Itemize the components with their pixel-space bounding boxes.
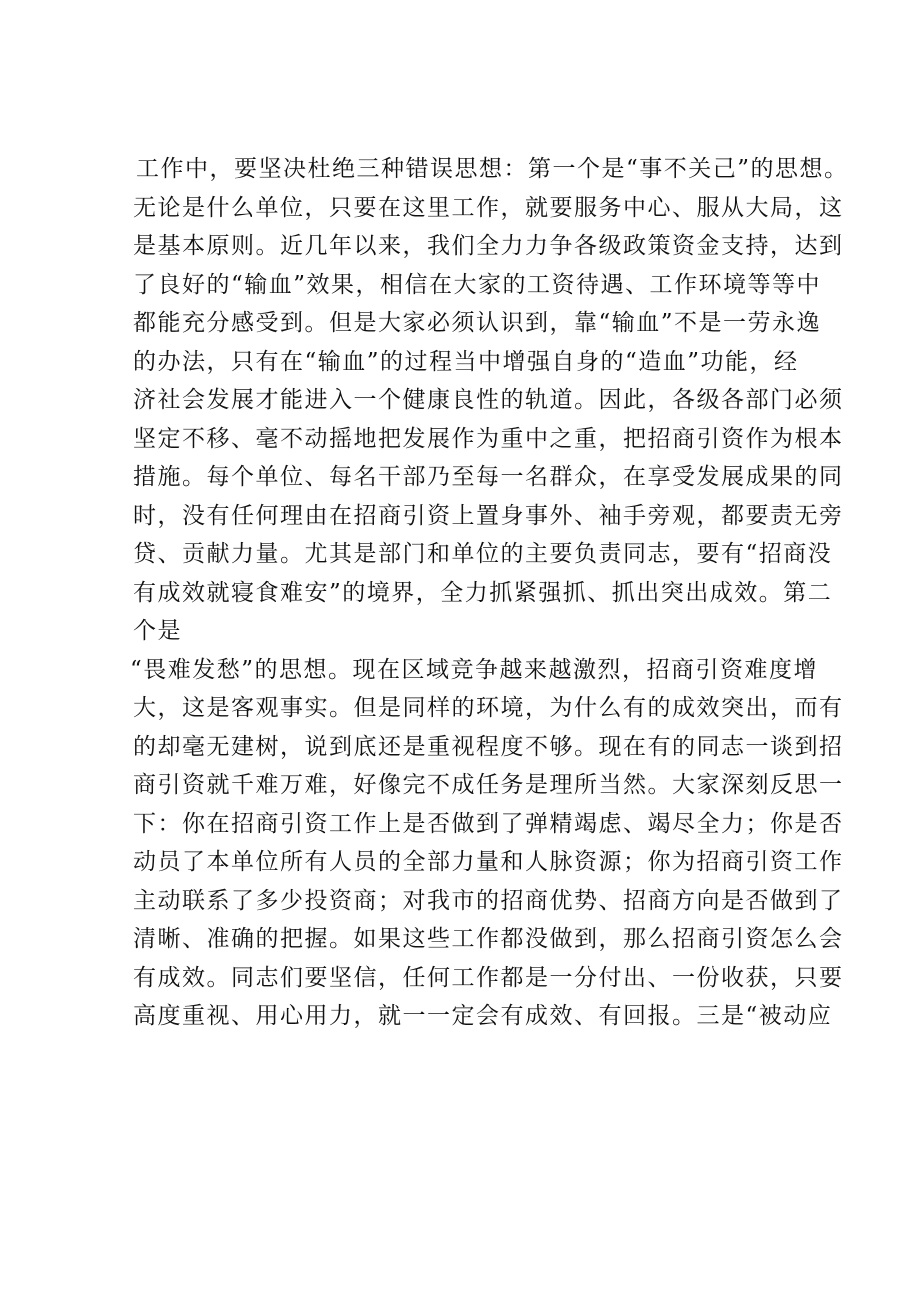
text-line: 主动联系了多少投资商；对我市的招商优势、招商方向是否做到了	[133, 887, 844, 914]
text-line: 是基本原则。近几年以来，我们全力力争各级政策资金支持，达到	[133, 233, 844, 259]
text-line: 贷、贡献力量。尤其是部门和单位的主要负责同志，要有“招商没	[133, 541, 833, 567]
text-line: 清晰、准确的把握。如果这些工作都没做到，那么招商引资怎么会	[133, 926, 844, 952]
text-line: 措施。每个单位、每名干部乃至每一名群众，在享受发展成果的同	[133, 464, 844, 490]
text-line: 高度重视、用心用力，就一一定会有成效、有回报。三是“被动应	[133, 1003, 833, 1029]
text-line: 的却毫无建树，说到底还是重视程度不够。现在有的同志一谈到招	[133, 733, 844, 760]
text-line: 坚定不移、毫不动摇地把发展作为重中之重，把招商引资作为根本	[133, 425, 844, 452]
text-line: 的办法，只有在“输血”的过程当中增强自身的“造血”功能，经	[133, 348, 799, 375]
text-line: 动员了本单位所有人员的全部力量和人脉资源；你为招商引资工作	[133, 849, 844, 875]
text-line: 都能充分感受到。但是大家必须认识到，靠“输血”不是一劳永逸	[133, 310, 822, 336]
text-line: 了良好的“输血”效果，相信在大家的工资待遇、工作环境等等中	[133, 271, 822, 298]
text-line: 个是	[133, 618, 182, 644]
text-line: 大，这是客观事实。但是同样的环境，为什么有的成效突出，而有	[133, 695, 844, 721]
text-line: 济社会发展才能进入一个健康良性的轨道。因此，各级各部门必须	[133, 387, 844, 413]
text-line: “畏难发愁”的思想。现在区域竞争越来越激烈，招商引资难度增	[130, 656, 819, 683]
text-line: 下：你在招商引资工作上是否做到了弹精竭虑、竭尽全力；你是否	[133, 810, 844, 837]
text-line: 工作中，要坚决杜绝三种错误思想：第一个是“事不关己”的思想。	[136, 156, 849, 182]
body-text	[130, 150, 849, 1036]
text-line: 有成效。同志们要坚信，任何工作都是一分付出、一份收获，只要	[133, 964, 844, 991]
text-line: 有成效就寝食难安”的境界，全力抓紧强抓、抓出突出成效。第二	[133, 579, 833, 606]
text-line: 时，没有任何理由在招商引资上置身事外、袖手旁观，都要责无旁	[133, 502, 844, 529]
text-line: 无论是什么单位，只要在这里工作，就要服务中心、服从大局，这	[133, 194, 844, 221]
text-line: 商引资就千难万难，好像完不成任务是理所当然。大家深刻反思一	[133, 772, 844, 798]
